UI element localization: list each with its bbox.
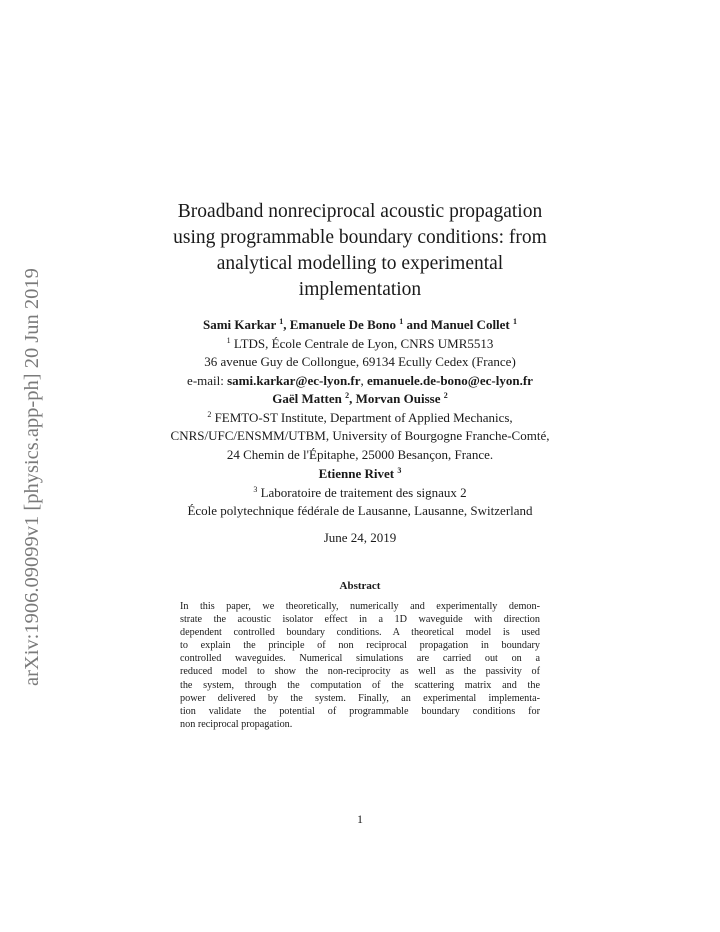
- abstract-line: the system, through the computation of the scattering matrix and the: [180, 679, 540, 691]
- author-name: Gaël Matten: [272, 391, 342, 406]
- abstract-line: to explain the principle of non reciprocal propagation in boundary: [180, 640, 540, 652]
- email-label: e-mail:: [187, 372, 224, 388]
- affiliation-marker: 3: [253, 484, 258, 494]
- abstract-line: tion validate the potential of programmable boundary conditions for: [180, 705, 540, 717]
- author-group-1: [100, 316, 620, 390]
- affiliation-line: [100, 484, 620, 503]
- affiliation-marker: 1: [279, 317, 284, 326]
- abstract-line: controlled waveguides. Numerical simulations are carried out on a: [180, 653, 540, 665]
- affiliation-marker: 2: [207, 409, 212, 419]
- conjunction: and: [406, 317, 428, 332]
- author-line: Sami Karkar $^1$, Emanuele De Bono $^1$ and Manuel Collet $^1$: [202, 317, 518, 332]
- email-link[interactable]: sami.karkar@ec-lyon.fr: [227, 372, 361, 388]
- email-link[interactable]: emanuele.de-bono@ec-lyon.fr: [367, 372, 533, 388]
- title-line: analytical modelling to experimental: [216, 253, 504, 274]
- address-line: 36 avenue Guy de Collongue, 69134 Ecully Cedex (France): [204, 354, 516, 369]
- affiliation-text: LTDS, École Centrale de Lyon, CNRS UMR5513: [233, 335, 494, 351]
- author-name: Morvan Ouisse: [355, 391, 441, 406]
- email-line: e-mail: sami.karkar@ec-lyon.fr, emanuele.de-bono@ec-lyon.fr: [187, 372, 533, 388]
- page-number: 1: [357, 812, 363, 826]
- abstract-heading: Abstract: [339, 580, 381, 592]
- author-name: Etienne Rivet: [318, 466, 395, 481]
- title-line: Broadband nonreciprocal acoustic propagation: [177, 201, 543, 222]
- affiliation-marker: 2: [345, 391, 350, 400]
- affiliation-line: CNRS/UFC/ENSMM/UTBM, University of Bourgogne Franche-Comté,: [170, 428, 550, 443]
- author-name: Sami Karkar: [202, 317, 277, 332]
- address-line: École polytechnique fédérale de Lausanne, Lausanne, Switzerland: [187, 503, 533, 518]
- title-line: using programmable boundary conditions: from: [173, 227, 547, 248]
- abstract-line: reduced model to show the non-reciprocity as well as the passivity of: [180, 666, 540, 678]
- affiliation-line: [100, 335, 620, 354]
- abstract-line: In this paper, we theoretically, numerically and experimentally demon-: [180, 601, 540, 612]
- affiliation-marker: 1: [399, 317, 404, 326]
- address-line: 24 Chemin de l'Épitaphe, 25000 Besançon, France.: [226, 446, 494, 462]
- author-line: [100, 465, 620, 484]
- affiliation-marker: 2: [443, 391, 448, 400]
- affiliation-marker: 1: [513, 317, 518, 326]
- author-group-3: [100, 465, 620, 521]
- abstract-line: power delivered by the system. Finally, an experimental implementa-: [180, 692, 540, 704]
- author-name: Emanuele De Bono: [289, 317, 396, 332]
- publication-date: June 24, 2019: [323, 530, 397, 545]
- arxiv-identifier-stamp: arXiv:1906.09099v1 [physics.app-ph] 20 Jun 2019: [21, 268, 43, 686]
- author-line: Gaël Matten $^2$, Morvan Ouisse $^2$: [272, 391, 448, 406]
- paper-title: [140, 199, 580, 303]
- affiliation-marker: 3: [397, 466, 402, 475]
- affiliation-marker: 1: [226, 335, 231, 345]
- affiliation-text: Laboratoire de traitement des signaux 2: [260, 484, 467, 500]
- affiliation-line: [100, 409, 620, 428]
- abstract-line: strate the acoustic isolator effect in a 1D waveguide with direction: [180, 614, 540, 626]
- title-line: implementation: [298, 279, 422, 300]
- abstract-line: non reciprocal propagation.: [180, 718, 293, 730]
- abstract-line: dependent controlled boundary conditions. A theoretical model is used: [180, 627, 540, 639]
- author-group-2: [100, 390, 620, 464]
- abstract-body: [180, 600, 540, 731]
- author-name: Manuel Collet: [430, 317, 510, 332]
- affiliation-text: FEMTO-ST Institute, Department of Applied Mechanics,: [214, 409, 513, 425]
